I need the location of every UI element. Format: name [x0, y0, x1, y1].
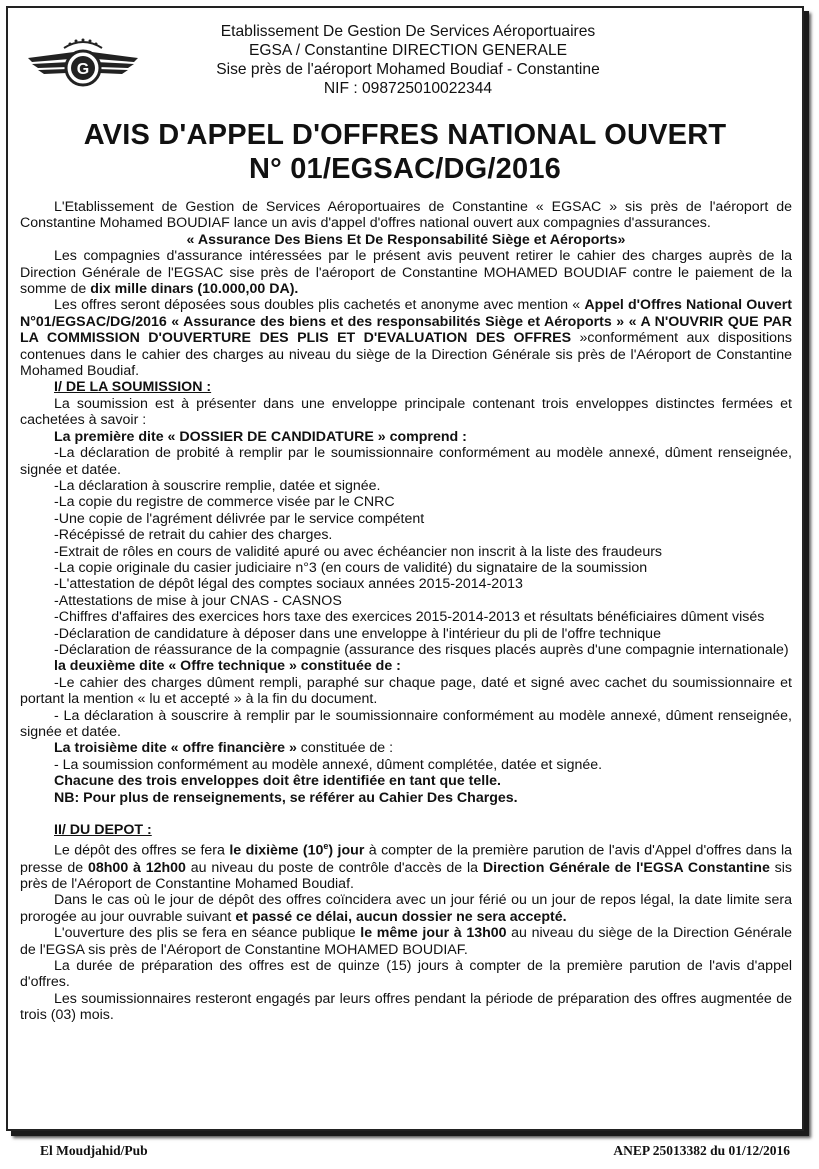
note-nb: NB: Pour plus de renseignements, se référer au Cahier Des Charges. [54, 789, 518, 806]
text-span: à compter de la première parution de l'avis d'Appel d'offres dans la presse de [20, 843, 793, 876]
text-span: Le dépôt des offres se fera [54, 843, 230, 860]
header-line-4: NIF : 098725010022344 [323, 80, 493, 97]
deadline-text: le dixième (10 [229, 843, 324, 860]
header-line-3: Sise près de l'aéroport Mohamed Boudiaf - Constantine [216, 61, 600, 78]
paragraph-deposit-date [20, 838, 792, 892]
paragraph-withdrawal [20, 248, 792, 297]
first-envelope-list [20, 445, 792, 658]
list-item: -Extrait de rôles en cours de validité apuré ou avec échéancier non inscrit à la liste des fraudeurs [54, 543, 663, 560]
section-1-intro: La soumission est à présenter dans une enveloppe principale contenant trois enveloppes distinctes fermées et cachetées à savoir : [20, 395, 792, 429]
paragraph-object: « Assurance Des Biens Et De Responsabilité Siège et Aéroports» [186, 231, 626, 248]
list-item: -Récépissé de retrait du cahier des charges. [54, 527, 333, 544]
header-text [158, 22, 658, 98]
text-span: au niveau du poste de contrôle d'accès de la [185, 859, 483, 876]
text-span: au niveau du siège de la Direction Générale de l'EGSA sis près de l'Aéroport de Constantine MOHAMED BOUDIAF. [20, 925, 792, 958]
text-span: Les compagnies d'assurance intéressées par le présent avis peuvent retirer le cahier des charges auprès de la Direction Générale de l'EGSAC sise près de l'aéroport de Constantine MOHAMED BOUDIAF contre le paiement de la somme de [20, 248, 792, 298]
list-item: -Le cahier des charges dûment rempli, paraphé sur chaque page, daté et signé avec cachet du soumissionnaire et portant la mention « lu et accepté » à la fin du document. [20, 674, 792, 708]
list-item: -Déclaration de candidature à déposer dans une enveloppe à l'intérieur du pli de l'offre technique [54, 625, 661, 642]
second-envelope-title: la deuxième dite « Offre technique » constituée de : [54, 658, 401, 675]
list-item: -L'attestation de dépôt légal des comptes sociaux années 2015-2014-2013 [54, 576, 523, 593]
opening-time: le même jour à 13h00 [360, 925, 507, 942]
list-item: -La déclaration à souscrire remplie, datée et signée. [54, 477, 381, 494]
title-line-1: AVIS D'APPEL D'OFFRES NATIONAL OUVERT [83, 119, 727, 151]
list-item: -Attestations de mise à jour CNAS - CASNOS [54, 592, 342, 609]
text-span: constituée de : [296, 740, 394, 757]
paragraph-deposit-mention [20, 297, 792, 379]
notice-body [20, 199, 792, 1024]
title-line-2: N° 01/EGSAC/DG/2016 [249, 153, 561, 185]
list-item: -Une copie de l'agrément délivrée par le service compétent [54, 510, 425, 527]
paragraph-holiday [20, 892, 792, 925]
list-item: - La déclaration à souscrire à remplir par le soumissionnaire conformément au modèle annexé, dûment renseignée, signée et datée. [20, 707, 792, 740]
footer-reference: ANEP 25013382 du 01/12/2016 [613, 1143, 790, 1158]
section-title-text: I/ DE LA SOUMISSION : [54, 379, 212, 396]
mention-text: Appel d'Offres National Ouvert N°01/EGSAC/DG/2016 « Assurance des biens et des responsabilités Siège et Aéroports » « A N'OUVRIR QUE PAR LA COMMISSION D'OUVERTURE DES PLIS ET D'EVALUATION DES OFFRES [20, 297, 792, 347]
svg-text:G: G [76, 61, 90, 78]
list-item: -Chiffres d'affaires des exercices hors taxe des exercices 2015-2014-2013 et résultats bénéficiaires dûment visés [54, 609, 765, 626]
place-text: Direction Générale de l'EGSA Constantine [482, 859, 770, 876]
first-envelope-title: La première dite « DOSSIER DE CANDIDATURE » comprend : [54, 428, 467, 445]
list-item: -Déclaration de réassurance de la compagnie (assurance des risques placés auprès d'une compagnie internationale) [54, 641, 789, 658]
text-span: »conformément aux dispositions contenues dans le cahier des charges au niveau du siège de la Direction Générale sis près de l'Aéroport de Constantine Mohamed Boudiaf. [20, 330, 793, 380]
section-1-title [20, 379, 792, 395]
section-title-text: II/ DU DEPOT : [54, 822, 152, 839]
paragraph-opening [20, 925, 792, 958]
egsa-logo-icon [24, 28, 142, 98]
text-span: Dans le cas où le jour de dépôt des offres coïncidera avec un jour férié ou un jour de repos légal, la date limite sera prorogée au jour ouvrable suivant [20, 892, 792, 925]
superscript: e [323, 841, 329, 852]
third-title-bold: La troisième dite « offre financière » [54, 740, 297, 757]
text-span: L'ouverture des plis se fera en séance publique [54, 925, 361, 942]
list-item: -La copie du registre de commerce visée par le CNRC [54, 494, 395, 511]
third-envelope-title [20, 740, 792, 756]
second-envelope-list [20, 675, 792, 741]
footer-source: El Moudjahid/Pub [40, 1143, 148, 1158]
note-identification: Chacune des trois enveloppes doit être identifiée en tant que telle. [54, 773, 502, 790]
paragraph-validity: Les soumissionnaires resteront engagés par leurs offres pendant la période de préparation des offres augmentée de trois (03) mois. [20, 990, 792, 1024]
header-line-1: Etablissement De Gestion De Services Aéroportuaires [220, 23, 596, 40]
text-span: sis près de l'Aéroport de Constantine Mohamed Boudiaf. [20, 859, 793, 892]
list-item: -La copie originale du casier judiciaire n°3 (en cours de validité) du signataire de la soumission [54, 559, 648, 576]
third-envelope-list [20, 757, 792, 773]
list-item: - La soumission conformément au modèle annexé, dûment complétée, datée et signée. [54, 756, 603, 773]
section-2-title [20, 822, 792, 838]
paragraph-duration: La durée de préparation des offres est de quinze (15) jours à compter de la première parution de l'avis d'appel d'offres. [20, 958, 792, 991]
hours-text: 08h00 à 12h00 [87, 859, 186, 876]
header-line-2: EGSA / Constantine DIRECTION GENERALE [248, 42, 568, 59]
footer [8, 1140, 798, 1162]
amount-text: dix mille dinars (10.000,00 DA). [90, 281, 299, 298]
deadline-text: ) jour [328, 843, 365, 860]
text-span: Les offres seront déposées sous doubles plis cachetés et anonyme avec mention « [54, 297, 585, 314]
deadline-warning: et passé ce délai, aucun dossier ne sera accepté. [235, 908, 567, 925]
page-title [8, 118, 802, 186]
paragraph-intro: L'Etablissement de Gestion de Services Aéroportuaires de Constantine « EGSAC » sis près de l'aéroport de Constantine Mohamed BOUDIAF lance un avis d'appel d'offres national ouvert aux compagnies d'assurances. [20, 199, 792, 232]
notice-frame [6, 6, 804, 1131]
list-item: -La déclaration de probité à remplir par le soumissionnaire conformément au modèle annexé, dûment renseignée, signée et datée. [20, 445, 792, 478]
header [8, 22, 802, 102]
